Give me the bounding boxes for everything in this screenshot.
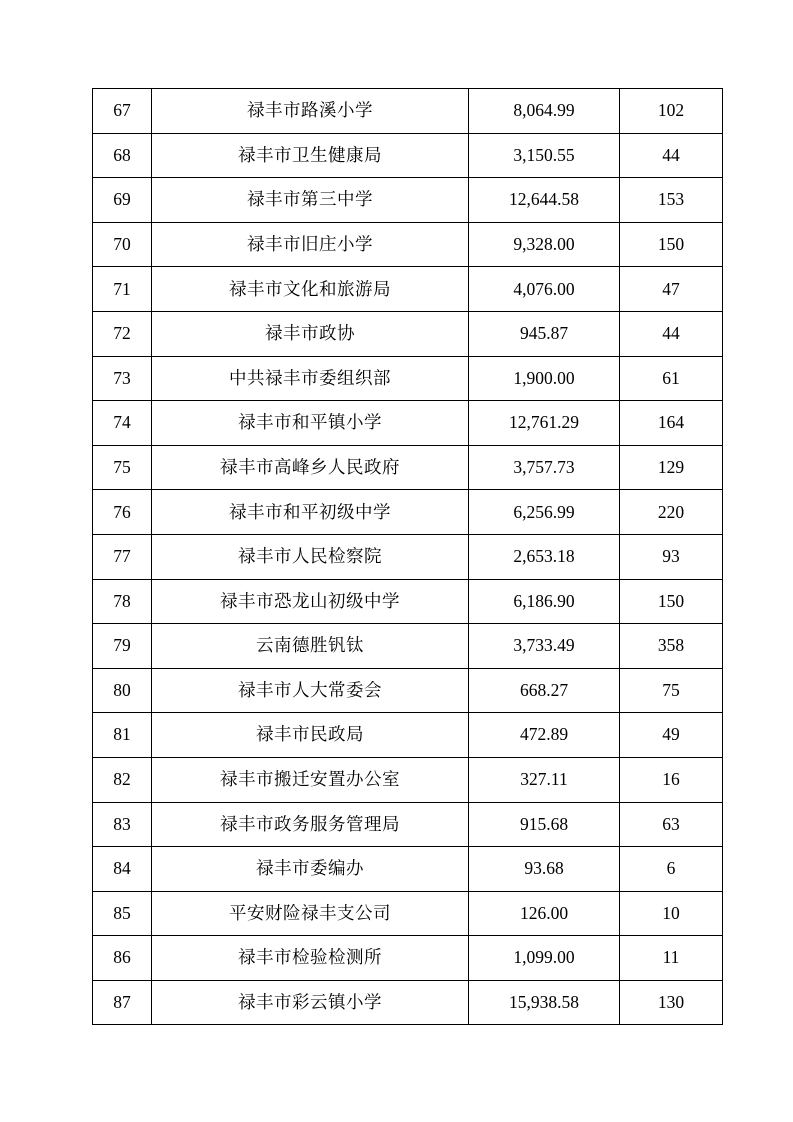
cell-amount: 93.68 xyxy=(469,847,620,892)
cell-count: 358 xyxy=(620,624,723,669)
cell-count: 153 xyxy=(620,178,723,223)
cell-amount: 3,150.55 xyxy=(469,133,620,178)
cell-index: 79 xyxy=(93,624,152,669)
cell-count: 220 xyxy=(620,490,723,535)
cell-amount: 327.11 xyxy=(469,757,620,802)
cell-amount: 472.89 xyxy=(469,713,620,758)
cell-count: 63 xyxy=(620,802,723,847)
cell-name: 禄丰市彩云镇小学 xyxy=(152,980,469,1025)
cell-index: 84 xyxy=(93,847,152,892)
cell-amount: 4,076.00 xyxy=(469,267,620,312)
cell-count: 11 xyxy=(620,936,723,981)
cell-amount: 12,761.29 xyxy=(469,401,620,446)
cell-index: 72 xyxy=(93,311,152,356)
table-row xyxy=(93,401,723,446)
table-row xyxy=(93,89,723,134)
table-row xyxy=(93,579,723,624)
cell-name: 禄丰市搬迁安置办公室 xyxy=(152,757,469,802)
table-row xyxy=(93,891,723,936)
cell-amount: 15,938.58 xyxy=(469,980,620,1025)
cell-amount: 1,900.00 xyxy=(469,356,620,401)
cell-name: 禄丰市恐龙山初级中学 xyxy=(152,579,469,624)
cell-name: 云南德胜钒钛 xyxy=(152,624,469,669)
cell-count: 129 xyxy=(620,445,723,490)
cell-amount: 8,064.99 xyxy=(469,89,620,134)
cell-amount: 9,328.00 xyxy=(469,222,620,267)
cell-index: 77 xyxy=(93,534,152,579)
cell-count: 75 xyxy=(620,668,723,713)
table-row xyxy=(93,713,723,758)
cell-count: 150 xyxy=(620,579,723,624)
data-table xyxy=(92,88,723,1025)
cell-index: 70 xyxy=(93,222,152,267)
cell-count: 150 xyxy=(620,222,723,267)
cell-count: 130 xyxy=(620,980,723,1025)
cell-amount: 1,099.00 xyxy=(469,936,620,981)
cell-index: 74 xyxy=(93,401,152,446)
data-table-container xyxy=(92,88,702,1025)
cell-count: 164 xyxy=(620,401,723,446)
cell-index: 82 xyxy=(93,757,152,802)
cell-index: 80 xyxy=(93,668,152,713)
table-row xyxy=(93,356,723,401)
cell-name: 禄丰市委编办 xyxy=(152,847,469,892)
table-row xyxy=(93,133,723,178)
table-body xyxy=(93,89,723,1025)
table-row xyxy=(93,757,723,802)
cell-name: 禄丰市卫生健康局 xyxy=(152,133,469,178)
cell-count: 44 xyxy=(620,133,723,178)
cell-index: 83 xyxy=(93,802,152,847)
table-row xyxy=(93,668,723,713)
table-row xyxy=(93,222,723,267)
cell-name: 平安财险禄丰支公司 xyxy=(152,891,469,936)
cell-index: 68 xyxy=(93,133,152,178)
table-row xyxy=(93,624,723,669)
cell-name: 禄丰市高峰乡人民政府 xyxy=(152,445,469,490)
cell-amount: 6,256.99 xyxy=(469,490,620,535)
cell-amount: 126.00 xyxy=(469,891,620,936)
cell-name: 禄丰市和平初级中学 xyxy=(152,490,469,535)
table-row xyxy=(93,311,723,356)
cell-index: 81 xyxy=(93,713,152,758)
cell-amount: 915.68 xyxy=(469,802,620,847)
cell-amount: 3,733.49 xyxy=(469,624,620,669)
cell-count: 16 xyxy=(620,757,723,802)
cell-name: 禄丰市政协 xyxy=(152,311,469,356)
table-row xyxy=(93,847,723,892)
cell-name: 禄丰市政务服务管理局 xyxy=(152,802,469,847)
cell-name: 禄丰市民政局 xyxy=(152,713,469,758)
cell-count: 44 xyxy=(620,311,723,356)
cell-count: 6 xyxy=(620,847,723,892)
cell-name: 中共禄丰市委组织部 xyxy=(152,356,469,401)
cell-index: 87 xyxy=(93,980,152,1025)
cell-amount: 12,644.58 xyxy=(469,178,620,223)
cell-count: 61 xyxy=(620,356,723,401)
table-row xyxy=(93,178,723,223)
cell-count: 49 xyxy=(620,713,723,758)
cell-amount: 668.27 xyxy=(469,668,620,713)
table-row xyxy=(93,445,723,490)
cell-name: 禄丰市检验检测所 xyxy=(152,936,469,981)
cell-amount: 3,757.73 xyxy=(469,445,620,490)
cell-name: 禄丰市旧庄小学 xyxy=(152,222,469,267)
cell-count: 102 xyxy=(620,89,723,134)
cell-index: 75 xyxy=(93,445,152,490)
table-row xyxy=(93,936,723,981)
cell-index: 69 xyxy=(93,178,152,223)
table-row xyxy=(93,490,723,535)
cell-index: 67 xyxy=(93,89,152,134)
cell-index: 85 xyxy=(93,891,152,936)
table-row xyxy=(93,267,723,312)
cell-index: 71 xyxy=(93,267,152,312)
cell-count: 47 xyxy=(620,267,723,312)
cell-name: 禄丰市和平镇小学 xyxy=(152,401,469,446)
cell-index: 86 xyxy=(93,936,152,981)
cell-amount: 6,186.90 xyxy=(469,579,620,624)
table-row xyxy=(93,980,723,1025)
cell-name: 禄丰市文化和旅游局 xyxy=(152,267,469,312)
cell-index: 78 xyxy=(93,579,152,624)
cell-count: 10 xyxy=(620,891,723,936)
cell-index: 76 xyxy=(93,490,152,535)
table-row xyxy=(93,802,723,847)
cell-index: 73 xyxy=(93,356,152,401)
cell-count: 93 xyxy=(620,534,723,579)
cell-amount: 945.87 xyxy=(469,311,620,356)
cell-name: 禄丰市人大常委会 xyxy=(152,668,469,713)
cell-name: 禄丰市人民检察院 xyxy=(152,534,469,579)
cell-name: 禄丰市路溪小学 xyxy=(152,89,469,134)
cell-amount: 2,653.18 xyxy=(469,534,620,579)
cell-name: 禄丰市第三中学 xyxy=(152,178,469,223)
table-row xyxy=(93,534,723,579)
